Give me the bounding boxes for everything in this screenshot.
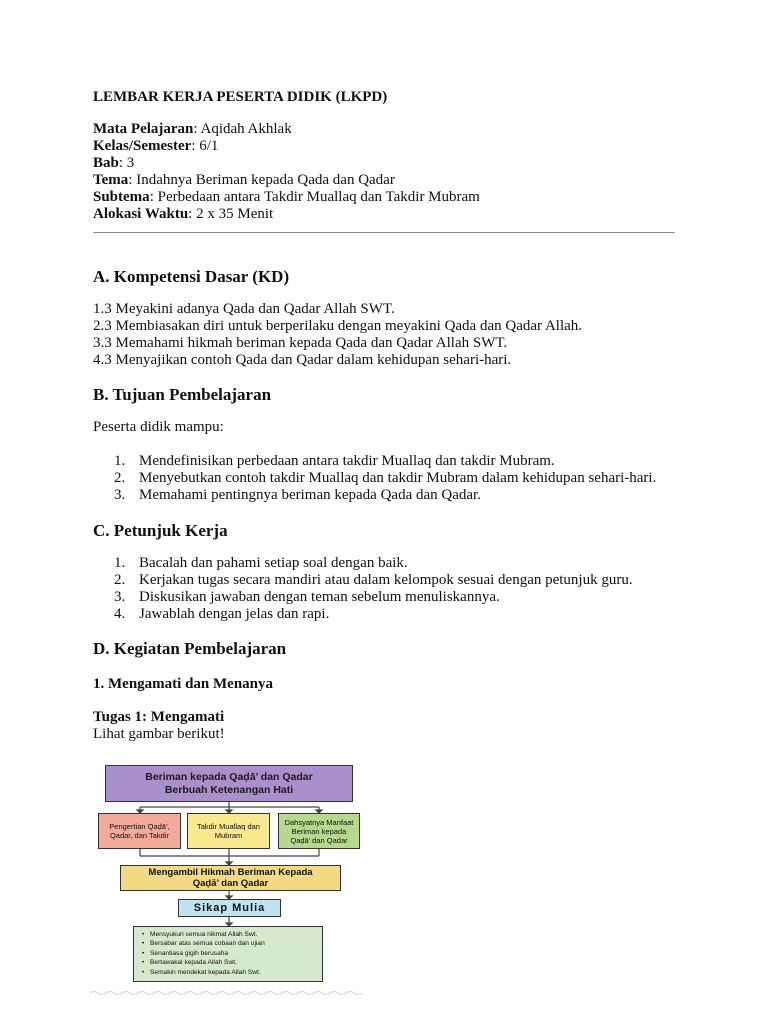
meta-chapter: Bab: 3 [93, 155, 135, 171]
diagram-benefit-box: Dahsyatnya Manfaat Beriman kepada Qaḍā’ dan Qadar [278, 813, 360, 849]
diagram-takdir-box: Takdir Muallaq dan Mubram [187, 813, 270, 849]
diagram-main-box: Beriman kepada Qaḍā’ dan Qadar Berbuah Ketenangan Hati [105, 765, 353, 802]
kd-item: 1.3 Meyakini adanya Qada dan Qadar Allah SWT. [93, 301, 395, 317]
document-title: LEMBAR KERJA PESERTA DIDIK (LKPD) [93, 89, 388, 105]
kd-list [93, 301, 677, 369]
meta-class-semester: Kelas/Semester: 6/1 [93, 138, 219, 154]
kd-item: 3.3 Memahami hikmah beriman kepada Qada dan Qadar Allah SWT. [93, 335, 508, 351]
diagram-hikmah-box: Mengambil Hikmah Beriman Kepada Qaḍā’ dan Qadar [120, 865, 341, 891]
task-title: Tugas 1: Mengamati [93, 709, 225, 725]
section-d-heading: D. Kegiatan Pembelajaran [93, 639, 287, 658]
meta-time-allocation: Alokasi Waktu: 2 x 35 Menit [93, 206, 274, 222]
list-item: 3. Memahami pentingnya beriman kepada Qada dan Qadar. [114, 487, 481, 503]
concept-map-diagram [90, 762, 365, 990]
list-item: 1. Bacalah dan pahami setiap soal dengan baik. [114, 555, 408, 571]
list-item: • Senantiasa gigih berusaha [142, 949, 318, 958]
meta-subtheme: Subtema: Perbedaan antara Takdir Muallaq dan Takdir Mubram [93, 189, 480, 205]
meta-block [93, 121, 677, 223]
list-item: • Bersabar atas semua cobaan dan ujian [142, 939, 318, 948]
diagram-attitude-list [133, 926, 323, 982]
kd-item: 2.3 Membiasakan diri untuk berperilaku dengan meyakini Qada dan Qadar Allah. [93, 318, 583, 334]
meta-subject: Mata Pelajaran: Aqidah Akhlak [93, 121, 292, 137]
task-description: Lihat gambar berikut! [93, 726, 225, 742]
diagram-sikap-box: Sikap Mulia [178, 899, 281, 917]
list-item: 3. Diskusikan jawaban dengan teman sebelum menuliskannya. [114, 589, 500, 605]
meta-theme: Tema: Indahnya Beriman kepada Qada dan Qadar [93, 172, 395, 188]
list-item: • Bertawakal kepada Allah Swt. [142, 958, 318, 967]
section-b-intro: Peserta didik mampu: [93, 419, 224, 435]
list-item: • Mensyukuri semua nikmat Allah Swt. [142, 930, 318, 939]
list-item: 1. Mendefinisikan perbedaan antara takdir Muallaq dan takdir Mubram. [114, 453, 555, 469]
section-a-heading: A. Kompetensi Dasar (KD) [93, 267, 290, 286]
torn-edge-decoration [90, 990, 365, 996]
list-item: 4. Jawablah dengan jelas dan rapi. [114, 606, 330, 622]
diagram-definition-box: Pengertian Qaḍā’, Qadar, dan Takdir [98, 813, 181, 849]
section-d-subheading: 1. Mengamati dan Menanya [93, 676, 273, 692]
horizontal-divider [93, 232, 675, 233]
section-c-heading: C. Petunjuk Kerja [93, 521, 228, 540]
instructions-list [93, 555, 677, 623]
worksheet-page [93, 88, 677, 743]
objectives-list [93, 453, 677, 504]
list-item: 2. Kerjakan tugas secara mandiri atau dalam kelompok sesuai dengan petunjuk guru. [114, 572, 633, 588]
kd-item: 4.3 Menyajikan contoh Qada dan Qadar dalam kehidupan sehari-hari. [93, 352, 512, 368]
list-item: • Semakin mendekat kepada Allah Swt. [142, 968, 318, 977]
list-item: 2. Menyebutkan contoh takdir Muallaq dan takdir Mubram dalam kehidupan sehari-hari. [114, 470, 657, 486]
section-b-heading: B. Tujuan Pembelajaran [93, 385, 272, 404]
